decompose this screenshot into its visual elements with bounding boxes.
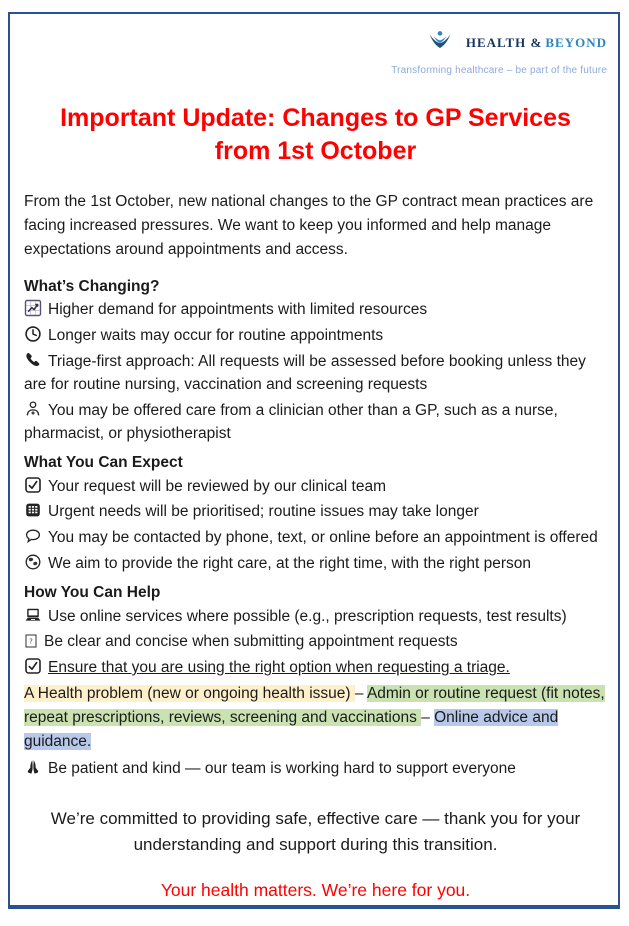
chart-increasing-icon <box>24 299 42 317</box>
svg-text:?: ? <box>29 637 33 646</box>
intro-paragraph: From the 1st October, new national changes to the GP contract mean practices are facing increased pressures. We want to keep you informed and help manage expectations around appointments and access. <box>24 193 594 259</box>
list-item <box>24 500 607 523</box>
globe-icon <box>24 553 42 571</box>
item-text: Urgent needs will be prioritised; routine issues may take longer <box>48 503 479 521</box>
page-title: Important Update: Changes to GP Services from 1st October <box>60 104 571 165</box>
list-item <box>24 656 607 679</box>
highlight-paragraph <box>24 682 607 754</box>
highlight-segment: Admin or routine request (fit notes, repeat prescriptions, reviews, screening and vaccinations <box>24 685 605 727</box>
item-text: Ensure that you are using the right option when requesting a triage. <box>48 659 510 677</box>
item-text: Higher demand for appointments with limited resources <box>48 301 428 319</box>
folded-hands-icon <box>24 758 42 776</box>
highlight-segment: – <box>354 685 367 703</box>
item-text: Your request will be reviewed by our clinical team <box>48 477 387 495</box>
list-item <box>24 298 607 321</box>
brand-name <box>466 35 607 51</box>
list-item <box>24 605 607 628</box>
closing-paragraph: We’re committed to providing safe, effective care — thank you for your understanding and support during this transition. <box>50 809 581 855</box>
list-item <box>24 552 607 575</box>
brand-secondary: BEYOND <box>545 35 607 50</box>
brand-tagline: Transforming healthcare – be part of the future <box>391 65 607 76</box>
list-item <box>24 399 607 446</box>
checked-checkbox-icon <box>24 657 42 675</box>
clock-icon <box>24 325 42 343</box>
list-item <box>24 324 607 347</box>
item-text: Use online services where possible (e.g., prescription requests, test results) <box>48 607 567 625</box>
missing-glyph-icon <box>24 633 38 649</box>
checked-checkbox-icon <box>24 476 42 494</box>
list-item <box>24 630 607 653</box>
section-heading-whats-changing: What’s Changing? <box>24 277 160 295</box>
item-text: Be patient and kind — our team is working hard to support everyone <box>48 759 516 777</box>
document-body <box>24 12 607 918</box>
speech-bubble-icon <box>24 527 42 545</box>
list-item <box>24 757 607 780</box>
laptop-icon <box>24 606 42 624</box>
list-item <box>24 350 607 397</box>
item-text: You may be contacted by phone, text, or online before an appointment is offered <box>48 529 598 547</box>
footer-message: Your health matters. We’re here for you. <box>160 879 471 900</box>
item-text: Triage-first approach: All requests will be assessed before booking unless they are for routine nursing, vaccination and screening requests <box>24 352 586 393</box>
highlight-segment: Online advice and guidance. <box>24 709 559 751</box>
section-heading-how-you-can-help: How You Can Help <box>24 584 161 602</box>
item-text: You may be offered care from a clinician other than a GP, such as a nurse, pharmacist, or physiotherapist <box>24 401 558 442</box>
phone-icon <box>24 351 42 369</box>
brand-primary: HEALTH & <box>465 35 543 50</box>
list-item <box>24 526 607 549</box>
item-text: We aim to provide the right care, at the right time, with the right person <box>48 554 532 572</box>
health-worker-icon <box>24 400 42 418</box>
header <box>24 30 607 76</box>
list-item <box>24 475 607 498</box>
person-swoosh-logo-icon <box>427 30 453 56</box>
section-heading-what-you-can-expect: What You Can Expect <box>24 454 183 472</box>
brand-row <box>24 30 607 56</box>
item-text: Be clear and concise when submitting appointment requests <box>44 633 458 651</box>
highlight-segment: A Health problem (new or ongoing health issue) <box>24 685 355 703</box>
item-text: Longer waits may occur for routine appointments <box>48 326 384 344</box>
keypad-icon <box>24 501 42 519</box>
highlight-segment: – <box>421 709 435 727</box>
